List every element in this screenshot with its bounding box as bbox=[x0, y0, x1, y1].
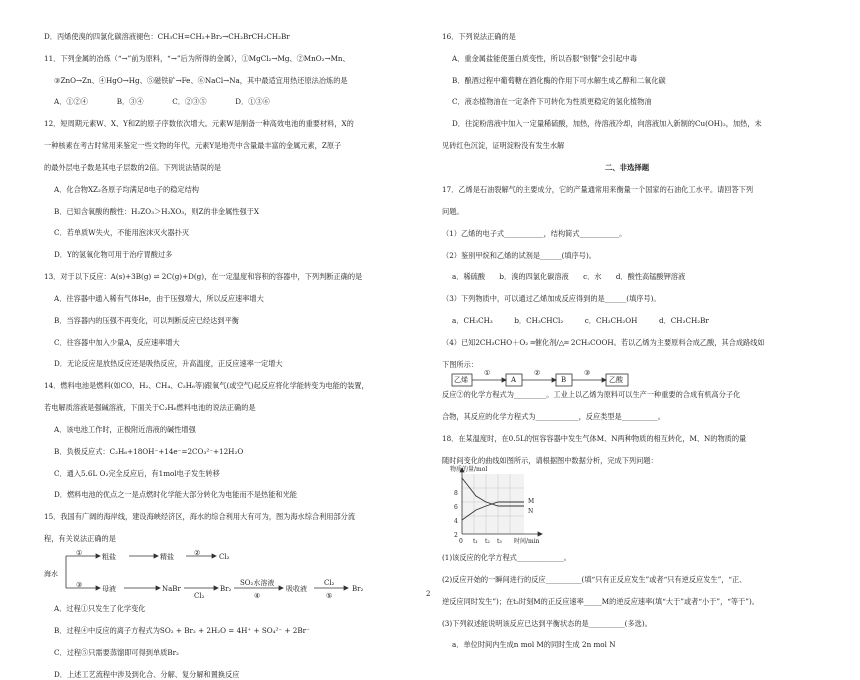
graph-xtick: 0 bbox=[459, 538, 463, 546]
q13-stem: 13．对于以下反应：A(s)+3B(g) ⇌ 2C(g)+D(g)，在一定温度和容积的容器中，下列判断正确的是 bbox=[44, 272, 363, 282]
q18-part-3: (3)下列叙述能说明该反应已达到平衡状态的是__________(多选)。 bbox=[442, 618, 652, 628]
flow-step-2: ② bbox=[194, 549, 201, 558]
left-column bbox=[44, 32, 414, 680]
flow-cl2-sub: Cl₂ bbox=[194, 592, 205, 601]
flow-cl2-sub2: Cl₂ bbox=[324, 579, 335, 588]
flow-mother-liquor: 母液 bbox=[102, 585, 116, 594]
q15-option-d: D．上述工艺流程中涉及到化合、分解、复分解和置换反应 bbox=[54, 669, 240, 679]
q15-option-b: B．过程④中反应的离子方程式为SO₂ + Br₂ + 2H₂O = 4H⁺ + SO₄²⁻ + 2Br⁻ bbox=[54, 626, 310, 636]
scheme-ethylene: 乙烯 bbox=[454, 376, 468, 385]
scheme-b: B bbox=[561, 376, 567, 385]
scheme-step-3: ③ bbox=[584, 369, 591, 378]
graph-xtick: t₁ bbox=[473, 538, 478, 546]
q18-part-2-cont: 逆反应同时发生”)；在t₂时刻M的正反应速率_____M的逆反应速率(填“大于”或者“小于”，“等于”)。 bbox=[442, 596, 759, 606]
q16-option-d-cont: 见砖红色沉淀，证明淀粉没有发生水解 bbox=[442, 141, 565, 151]
q17-part-2-options: a．稀硫酸 b．溴的四氯化碳溶液 c．水 d．酸性高锰酸钾溶液 bbox=[452, 272, 686, 282]
q15-stem-cont: 程，有关说法正确的是 bbox=[44, 534, 116, 544]
q16-option-c: C．液态植物油在一定条件下可转化为性质更稳定的氢化植物油 bbox=[452, 97, 652, 107]
flow-cl2-top: Cl₂ bbox=[219, 553, 230, 562]
right-column bbox=[442, 32, 812, 651]
graph-ytick: 6 bbox=[454, 504, 458, 512]
flow-br2-1: Br₂ bbox=[220, 585, 232, 594]
q17-part-2: （2）鉴别甲烷和乙烯的试剂是______(填序号)。 bbox=[442, 250, 596, 260]
flow-absorbent: 吸收液 bbox=[286, 585, 307, 594]
graph-xtick: t₃ bbox=[497, 538, 502, 546]
q18-stem-cont: 随时间变化的曲线如图所示，请根据图中数据分析，完成下列问题： bbox=[442, 455, 658, 465]
flow-step-4: ④ bbox=[254, 592, 261, 601]
q12-stem-cont: 一种核素在考古时常用来鉴定一些文物的年代，元素Y是地壳中含量最丰富的金属元素，Z原子 bbox=[44, 141, 342, 151]
graph-ytick: 4 bbox=[454, 518, 458, 526]
graph-canvas bbox=[450, 468, 560, 550]
q12-stem-cont: 的最外层电子数是其电子层数的2倍。下列说法错误的是 bbox=[44, 162, 222, 172]
flow-crude-salt: 粗盐 bbox=[102, 553, 116, 562]
q14-stem: 14．燃料电池是燃料(如CO、H₂、CH₄、C₂H₆等)跟氧气(或空气)起反应将化学能转变为电能的装置， bbox=[44, 381, 369, 391]
q13-option-b: B．当容器内的压强不再变化，可以判断反应已经达到平衡 bbox=[54, 315, 239, 325]
q15-stem: 15．我国有广阔的海岸线，建设海峡经济区，海水的综合利用大有可为，图为海水综合利用部分流 bbox=[44, 512, 356, 522]
q12-option-c: C．若单质W失火，不能用泡沫灭火器扑灭 bbox=[54, 228, 190, 238]
seawater-flowchart bbox=[44, 546, 414, 602]
q12-stem: 12．短周期元素W、X、Y和Z的原子序数依次增大。元素W是制备一种高效电池的重要材料，X的 bbox=[44, 119, 354, 129]
q17-part-1: （1）乙烯的电子式___________，结构简式___________。 bbox=[442, 228, 627, 238]
q14-option-d: D．燃料电池的优点之一是点燃时化学能大部分转化为电能而不是热能和光能 bbox=[54, 490, 297, 500]
synthesis-scheme bbox=[442, 369, 812, 388]
q17-stem: 17．乙烯是石油裂解气的主要成分，它的产量通常用来衡量一个国家的石油化工水平。请回答下列 bbox=[442, 185, 754, 195]
q13-option-a: A．往容器中通入稀有气体He，由于压强增大，所以反应速率增大 bbox=[54, 293, 264, 303]
flow-nabr: NaBr bbox=[162, 585, 181, 594]
graph-ylabel: 物质的量/mol bbox=[450, 466, 488, 474]
q11-stem: 11．下列金属的冶炼（“→”前为原料，“→”后为所得的金属），①MgCl₂→Mg、②MnO₂→Mn、 bbox=[44, 53, 350, 63]
section-title: 二、非选择题 bbox=[604, 162, 650, 172]
flow-step-5: ⑤ bbox=[326, 592, 333, 601]
flow-so2-solution: SO₂水溶液 bbox=[240, 579, 275, 588]
flow-step-1: ① bbox=[76, 549, 83, 558]
graph-legend-m: M bbox=[528, 498, 535, 506]
scheme-step-2: ② bbox=[534, 369, 541, 378]
q14-option-c: C．通入5.6L O₂完全反应后，有1mol电子发生转移 bbox=[54, 468, 220, 478]
graph-xlabel: 时间/min bbox=[514, 538, 540, 546]
flow-seawater: 海水 bbox=[44, 570, 58, 579]
q14-stem-cont: 若电解质溶液是强碱溶液，下面关于C₂H₆燃料电池的说法正确的是 bbox=[44, 403, 256, 413]
q11-stem-cont: ③ZnO→Zn、④HgO→Hg、⑤磁铁矿→Fe、⑥NaCl→Na，其中最适宜用热还原法冶炼的是 bbox=[54, 75, 348, 85]
scheme-a: A bbox=[511, 376, 517, 385]
flow-br2-2: Br₂ bbox=[352, 585, 364, 594]
q12-option-a: A．化合物XZ₂各原子均满足8电子的稳定结构 bbox=[54, 184, 199, 194]
q18-stem: 18．在某温度时，在0.5L的恒容容器中发生气体M、N两种物质的相互转化，M、N的物质的量 bbox=[442, 433, 747, 443]
q13-option-d: D．无论反应是放热反应还是吸热反应，升高温度，正反应速率一定增大 bbox=[54, 359, 283, 369]
page-number: 2 bbox=[426, 590, 431, 598]
q11-options: A．①②④ B．③④ C．②③⑤ D．①③⑥ bbox=[54, 97, 270, 107]
graph-legend-n: N bbox=[528, 508, 534, 516]
q15-option-c: C．过程⑤只需要蒸馏即可得到单质Br₂ bbox=[54, 648, 179, 658]
q16-option-a: A．重金属盐能使蛋白质变性，所以吞服“钡餐”会引起中毒 bbox=[452, 53, 638, 63]
q18-part-2: (2)反应开始的一瞬间进行的反应__________(填“只有正反应发生”或者“只有逆反应发生”，“正、 bbox=[442, 574, 747, 584]
q16-option-d: D．往淀粉溶液中加入一定量稀硫酸，加热，待溶液冷却，向溶液加入新制的Cu(OH)₂，加热，未 bbox=[452, 119, 762, 129]
flow-step-3: ③ bbox=[76, 581, 83, 590]
q18-part-1: (1)该反应的化学方程式_____________。 bbox=[442, 553, 571, 563]
q17-part-3-options: a．CH₃CH₃ b．CH₃CHCl₂ c．CH₃CH₂OH d．CH₃CH₂Br bbox=[452, 316, 709, 326]
q17-part-3: （3）下列物质中，可以通过乙烯加成反应得到的是______(填序号)。 bbox=[442, 294, 661, 304]
left-line: D．丙烯使溴的四氯化碳溶液褪色：CH₃CH=CH₂+Br₂→CH₂BrCH₂CH₂Br bbox=[44, 32, 290, 41]
q16-option-b: B．酿酒过程中葡萄糖在酒化酶的作用下可水解生成乙醇和二氧化碳 bbox=[452, 75, 666, 85]
q14-option-b: B．负极反应式：C₂H₆+18OH⁻+14e⁻=2CO₃²⁻+12H₂O bbox=[54, 446, 244, 456]
q17-stem-cont: 问题。 bbox=[442, 206, 464, 216]
q13-option-c: C．往容器中加入少量A，反应速率增大 bbox=[54, 337, 180, 347]
mole-time-graph bbox=[442, 468, 812, 550]
q17-part-4: （4）已知2CH₃CHO＋O₂ ═催化剂/△═ 2CH₃COOH。若以乙烯为主要原料合成乙酸，其合成路线如 bbox=[442, 337, 765, 347]
q12-option-d: D．Y的氢氧化物可用于治疗胃酸过多 bbox=[54, 250, 173, 260]
q16-stem: 16．下列说法正确的是 bbox=[442, 32, 516, 41]
graph-xtick: t₂ bbox=[485, 538, 490, 546]
q17-part-4-cont: 下图所示： bbox=[442, 359, 478, 369]
graph-ytick: 8 bbox=[454, 490, 458, 498]
q18-part-3-option-a: a．单位时间内生成n mol M的同时生成 2n mol N bbox=[452, 640, 616, 650]
q15-option-a: A．过程①只发生了化学变化 bbox=[54, 604, 146, 614]
scheme-step-1: ① bbox=[484, 369, 491, 378]
graph-ytick: 2 bbox=[454, 532, 458, 540]
scheme-acetic-acid: 乙酸 bbox=[609, 376, 623, 385]
flow-refined-salt: 精盐 bbox=[160, 553, 174, 562]
q12-option-b: B．已知含氧酸的酸性：H₂ZO₃＞H₂XO₃，则Z的非金属性强于X bbox=[54, 206, 259, 216]
q17-part-4-question: 反应②的化学方程式为_________。工业上以乙烯为原料可以生产一种重要的合成有机高分子化 bbox=[442, 390, 741, 400]
q17-part-4-question-cont: 合物，其反应的化学方程式为____________，反应类型是__________。 bbox=[442, 411, 665, 421]
q14-option-a: A．该电池工作时，正极附近溶液的碱性增强 bbox=[54, 424, 196, 434]
